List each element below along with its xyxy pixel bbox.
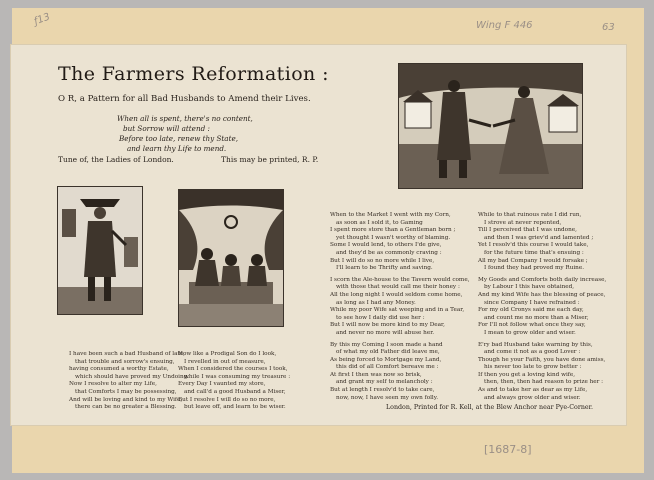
verse-line: Now I resolve to alter my Life, bbox=[69, 381, 157, 388]
verse-line: that trouble and sorrow's ensuing, bbox=[75, 358, 175, 365]
verse-line: I revelled in out of measure, bbox=[184, 358, 266, 365]
verse-line: But I will now be more kind to my Dear, bbox=[330, 322, 445, 329]
verse-line: of what my old Father did leave me, bbox=[336, 349, 440, 356]
verse-line: having consumed a worthy Estate, bbox=[69, 366, 169, 373]
ballad-title: The Farmers Reformation : bbox=[58, 63, 329, 85]
verse-line: At first I then was now so brisk, bbox=[330, 371, 422, 378]
verse-line: And will be loving and kind to my Wife, bbox=[69, 396, 183, 403]
verse-line: and come it not as a good Lover : bbox=[484, 349, 581, 356]
stanza bbox=[478, 212, 618, 273]
verse-line: yet thought I wasn't worthy of blaming. bbox=[336, 234, 451, 241]
verse-line: I spent more store than a Gentleman born ; bbox=[330, 227, 456, 234]
verse-line: and then I was griev'd and lamented ; bbox=[484, 234, 594, 241]
verse-line: while I was consuming my treasure : bbox=[184, 373, 291, 380]
verse-line: My Goods and Comforts both daily increase, bbox=[478, 276, 607, 283]
verse-line: and count me no more than a Miser, bbox=[484, 314, 589, 321]
verse-line: by Labour I this have obtained, bbox=[484, 284, 575, 291]
verse-line: While to that ruinous rate I did run, bbox=[478, 212, 582, 218]
verse-line: there can be no greater a Blessing. bbox=[75, 404, 177, 411]
verse-line: When to the Market I went with my Corn, bbox=[330, 212, 451, 218]
motto-line: When all is spent, there's no content, bbox=[117, 114, 253, 123]
stanza bbox=[478, 342, 618, 403]
verse-line: How like a Prodigal Son do I look, bbox=[178, 351, 277, 357]
verse-line: I have been such a bad Husband of late, bbox=[69, 351, 185, 357]
verse-line: Every Day I vaunted my store, bbox=[178, 381, 266, 388]
date-slip: [1687-8] bbox=[484, 443, 532, 456]
licence-line: This may be printed, R. P. bbox=[221, 155, 319, 164]
verse-line: his never too late to grow better : bbox=[484, 364, 582, 371]
verse-line: For I'll not follow what once they say, bbox=[478, 322, 586, 329]
woodcut-tavern bbox=[178, 189, 284, 327]
verse-line: As being forced to Mortgage my Land, bbox=[330, 356, 442, 363]
verse-line: and always grow older and wiser. bbox=[484, 394, 581, 401]
stanza bbox=[178, 351, 298, 412]
motto-line: and learn thy Life to mend. bbox=[127, 144, 227, 153]
shelfmark-note: ƒ13 bbox=[32, 11, 52, 28]
stanza bbox=[330, 342, 480, 403]
verse-line: and they'd be as commonly craving : bbox=[336, 249, 442, 256]
verse-line: that Comforts I may be possessing, bbox=[75, 388, 177, 395]
verse-line: I strove at never repented, bbox=[484, 219, 562, 226]
verse-line: Some I would lend, to others I'de give, bbox=[330, 242, 442, 249]
verse-line: But at length I resolv'd to take care, bbox=[330, 387, 435, 394]
verse-line: While my poor Wife sat weeping and in a Tear, bbox=[330, 307, 465, 314]
verse-line: for the future time that's ensuing : bbox=[484, 249, 584, 256]
verse-line: Till I perceived that I was undone, bbox=[478, 227, 577, 234]
ballad-motto bbox=[117, 114, 253, 154]
folio-number: 63 bbox=[602, 22, 615, 33]
verse-line: I found they had proved my Ruine. bbox=[484, 265, 585, 272]
stanza bbox=[69, 351, 190, 412]
verse-line: E'ry bad Husband take warning by this, bbox=[478, 341, 593, 348]
verse-column-2 bbox=[178, 351, 298, 416]
stanza bbox=[330, 277, 480, 338]
stanza bbox=[330, 212, 480, 273]
ballad-subtitle: O R, a Pattern for all Bad Husbands to Amend their Lives. bbox=[58, 94, 311, 104]
verse-line: But I resolve I will do so no more, bbox=[178, 396, 276, 403]
stanza bbox=[478, 277, 618, 338]
verse-line: When I considered the courses I took, bbox=[178, 366, 288, 373]
verse-line: and never no more will abuse her. bbox=[336, 329, 435, 336]
verse-line: Yet I resolv'd this course I would take, bbox=[478, 242, 589, 249]
tune-line: Tune of, the Ladies of London. bbox=[58, 155, 174, 164]
verse-line: now, now, I have seen my own folly. bbox=[336, 394, 439, 401]
verse-line: I'll learn to be Thrifty and saving. bbox=[336, 265, 433, 272]
verse-line: but leave off, and learn to be wiser. bbox=[184, 404, 286, 411]
verse-line: which should have proved my Undoing. bbox=[75, 373, 190, 380]
verse-line: as soon as I sold it, to Gaming bbox=[336, 219, 423, 226]
verse-line: If then you get a loving kind wife, bbox=[478, 371, 576, 378]
wing-reference-note: Wing F 446 bbox=[476, 20, 533, 31]
woodcut-farmer bbox=[57, 186, 143, 315]
verse-line: I mean to grow older and wiser. bbox=[484, 329, 576, 336]
verse-line: since Company I have refrained : bbox=[484, 299, 580, 306]
printer-imprint: London, Printed for R. Kell, at the Blew Anchor near Pye-Corner. bbox=[386, 404, 593, 411]
verse-line: For my old Cronys said me each day, bbox=[478, 307, 584, 314]
verse-column-1 bbox=[65, 351, 190, 416]
verse-line: But I will do so no more while I live, bbox=[330, 257, 435, 264]
verse-line: Though he your Faith, you have done amiss, bbox=[478, 356, 606, 363]
motto-line: Before too late, renew thy State, bbox=[119, 134, 239, 143]
verse-line: with those that would call me their honey : bbox=[336, 284, 460, 291]
verse-column-4 bbox=[478, 212, 618, 406]
verse-line: as long as I had any Money. bbox=[336, 299, 416, 306]
verse-column-3 bbox=[330, 212, 480, 406]
motto-line: but Sorrow will attend : bbox=[123, 124, 210, 133]
verse-line: this did of all Comfort bereave me : bbox=[336, 364, 439, 371]
verse-line: then, then, then had reason to prize her : bbox=[484, 379, 604, 386]
verse-line: By this my Coming I soon made a hand bbox=[330, 341, 443, 348]
woodcut-couple bbox=[398, 63, 583, 189]
verse-line: All my bad Company I would forsake ; bbox=[478, 257, 588, 264]
verse-line: As and to take her as dear as my Life, bbox=[478, 387, 588, 394]
verse-line: And my kind Wife has the blessing of peace, bbox=[478, 291, 606, 298]
verse-line: and call'd a good Husband a Miser, bbox=[184, 388, 286, 395]
verse-line: All the long night I would seldom come home, bbox=[330, 291, 463, 298]
verse-line: to see how I daily did use her : bbox=[336, 314, 425, 321]
verse-line: I scorn the Ale-house to the Tavern would come, bbox=[330, 276, 470, 283]
verse-line: and grant my self to melancholy : bbox=[336, 379, 433, 386]
